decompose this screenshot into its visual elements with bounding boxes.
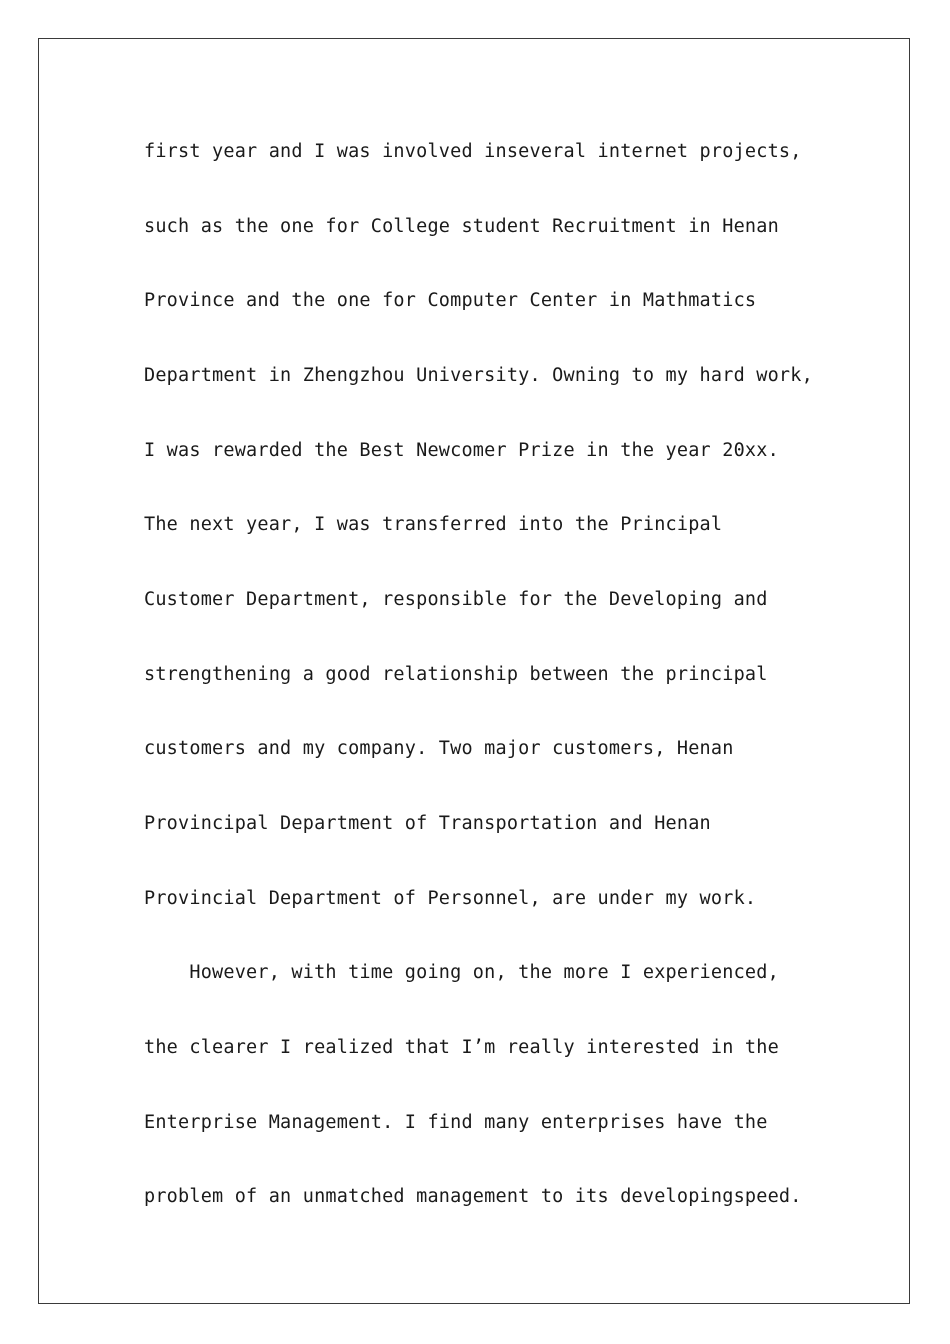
text-line: strengthening a good relationship between the principal bbox=[144, 664, 768, 685]
text-line: Customer Department, responsible for the Developing and bbox=[144, 589, 768, 610]
text-line: Department in Zhengzhou University. Owning to my hard work, bbox=[144, 365, 813, 386]
text-line: Enterprise Management. I find many enterprises have the bbox=[144, 1112, 768, 1133]
paragraph-start-line: However, with time going on, the more I experienced, bbox=[144, 962, 779, 983]
text-line: such as the one for College student Recruitment in Henan bbox=[144, 216, 779, 237]
text-line: Province and the one for Computer Center in Mathmatics bbox=[144, 290, 757, 311]
text-line: Provincial Department of Personnel, are under my work. bbox=[144, 888, 757, 909]
text-line: Provincipal Department of Transportation and Henan bbox=[144, 813, 711, 834]
text-line: I was rewarded the Best Newcomer Prize in the year 20xx. bbox=[144, 440, 779, 461]
text-line: first year and I was involved inseveral internet projects, bbox=[144, 141, 802, 162]
text-line: The next year, I was transferred into the Principal bbox=[144, 514, 723, 535]
text-line: customers and my company. Two major customers, Henan bbox=[144, 738, 734, 759]
text-line: problem of an unmatched management to its developingspeed. bbox=[144, 1186, 802, 1207]
text-line: the clearer I realized that I’m really interested in the bbox=[144, 1037, 779, 1058]
